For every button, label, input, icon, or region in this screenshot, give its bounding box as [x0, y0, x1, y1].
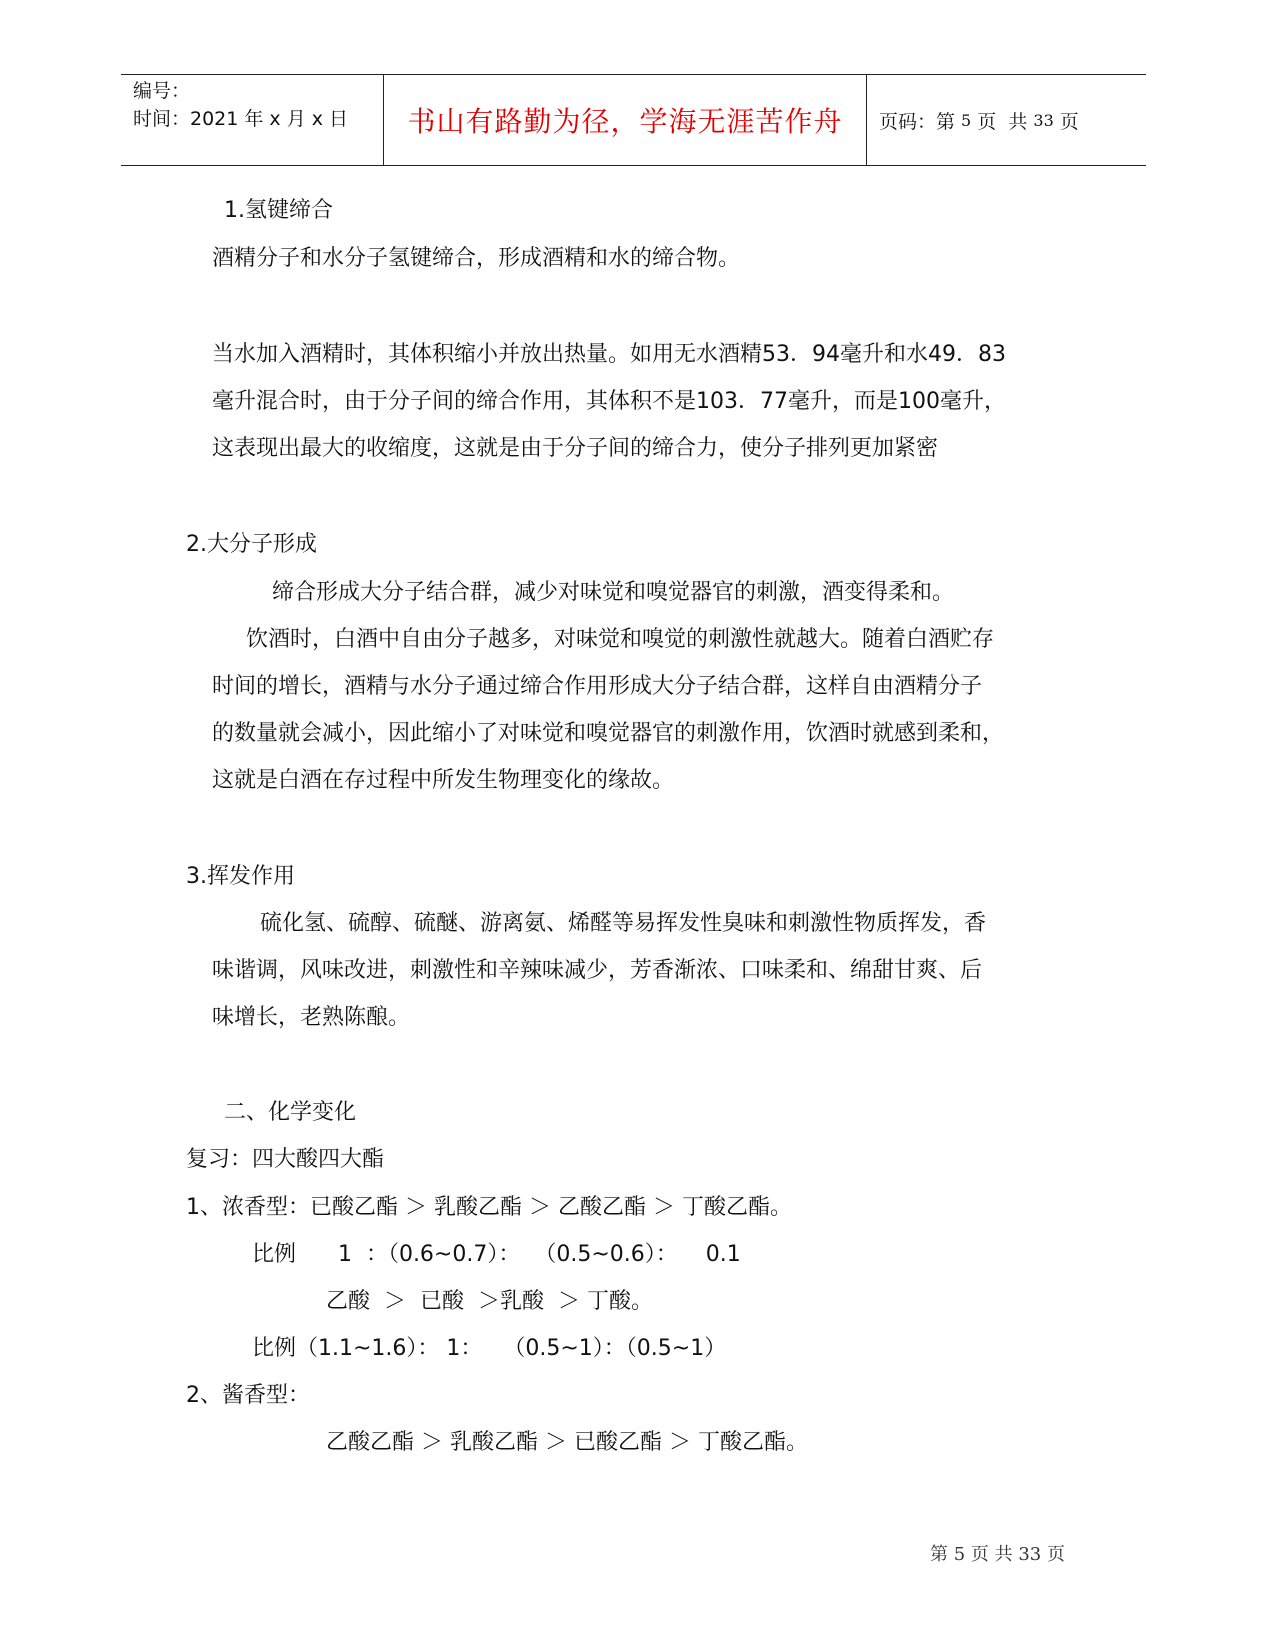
- section-3-paragraph-line-3: 味增长，老熟陈酿。: [212, 1005, 411, 1030]
- jiangxiang-label: 2、酱香型：: [186, 1383, 310, 1408]
- nongxiang-ester-order: 1、浓香型：已酸乙酯 ＞ 乳酸乙酯 ＞ 乙酸乙酯 ＞ 丁酸乙酯。: [186, 1195, 792, 1220]
- section-1-paragraph-1: 酒精分子和水分子氢键缔合，形成酒精和水的缔合物。: [212, 246, 741, 271]
- section-2-paragraph-2-line-2: 时间的增长，酒精与水分子通过缔合作用形成大分子结合群，这样自由酒精分子: [212, 674, 983, 699]
- section-3-paragraph-line-2: 味谐调，风味改进，刺激性和辛辣味减少，芳香渐浓、口味柔和、绵甜甘爽、后: [212, 958, 983, 983]
- section-1-paragraph-2-line-2: 毫升混合时，由于分子间的缔合作用，其体积不是103．77毫升，而是100毫升，: [212, 389, 1006, 414]
- section-2-paragraph-2-line-1: 饮酒时，白酒中自由分子越多，对味觉和嗅觉的刺激性就越大。随着白酒贮存: [246, 627, 995, 652]
- header-page-info: [867, 75, 1146, 165]
- section-2-paragraph-2-line-3: 的数量就会减小，因此缩小了对味觉和嗅觉器官的刺激作用，饮酒时就感到柔和，: [212, 721, 1005, 746]
- chemical-change-title: 二、化学变化: [224, 1100, 357, 1125]
- page-prefix: 页码：第: [879, 110, 962, 133]
- section-3-paragraph-line-1: 硫化氢、硫醇、硫醚、游离氨、烯醛等易挥发性臭味和刺激性物质挥发，香: [260, 911, 987, 936]
- section-1-title: 1.氢键缔合: [224, 198, 333, 223]
- serial-label: 编号：: [133, 80, 191, 102]
- section-2-paragraph-1: 缔合形成大分子结合群，减少对味觉和嗅觉器官的刺激，酒变得柔和。: [272, 580, 955, 605]
- section-2-paragraph-2-line-4: 这就是白酒在存过程中所发生物理变化的缘故。: [212, 768, 675, 793]
- section-2-title: 2.大分子形成: [186, 532, 317, 557]
- nongxiang-ester-ratio: 比例 1 ：（0.6~0.7）： （0.5~0.6）： 0.1: [252, 1242, 741, 1267]
- jiangxiang-ester-order: 乙酸乙酯 ＞ 乳酸乙酯 ＞ 已酸乙酯 ＞ 丁酸乙酯。: [326, 1430, 808, 1455]
- nongxiang-acid-ratio: 比例（1.1~1.6）： 1： （0.5~1）：（0.5~1）: [252, 1336, 727, 1361]
- header-meta: [121, 75, 383, 165]
- page-mid: 页 共: [971, 110, 1034, 133]
- section-3-title: 3.挥发作用: [186, 864, 295, 889]
- page-number: 5: [961, 110, 972, 130]
- page-header: [121, 74, 1146, 166]
- section-1-paragraph-2-line-3: 这表现出最大的收缩度，这就是由于分子间的缔合力，使分子排列更加紧密: [212, 436, 939, 461]
- date-label: 时间：2021 年 x 月 x 日: [133, 108, 349, 130]
- page-footer: 第 5 页 共 33 页: [930, 1544, 1065, 1565]
- page-suffix: 页: [1053, 110, 1079, 133]
- review-line: 复习：四大酸四大酯: [186, 1147, 385, 1172]
- nongxiang-acid-order: 乙酸 ＞ 已酸 ＞乳酸 ＞ 丁酸。: [326, 1289, 653, 1314]
- section-1-paragraph-2-line-1: 当水加入酒精时，其体积缩小并放出热量。如用无水酒精53．94毫升和水49．83: [212, 342, 1006, 367]
- header-motto: 书山有路勤为径，学海无涯苦作舟: [383, 75, 867, 165]
- page-total: 33: [1033, 110, 1054, 130]
